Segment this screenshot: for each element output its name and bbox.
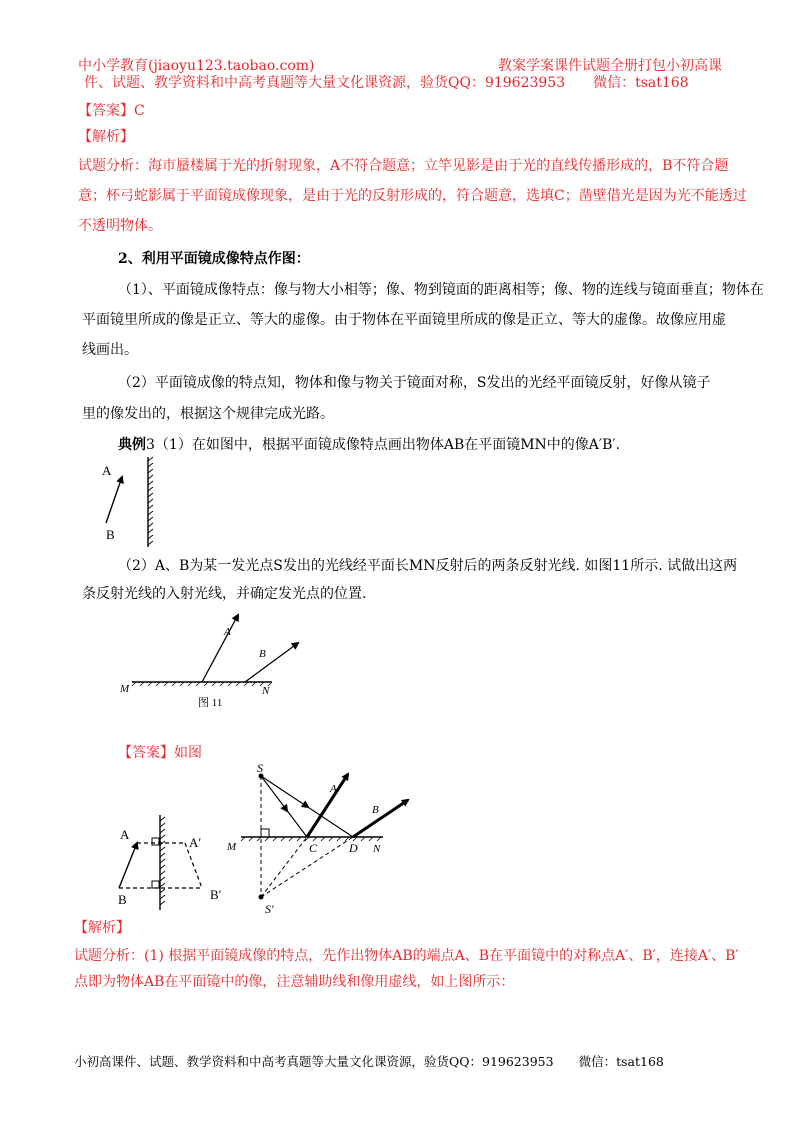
analysis-2-line-2: 点即为物体AB在平面镜中的像，注意辅助线和像用虚线，如上图所示： [74, 974, 515, 990]
figure-answer-mirror-image [110, 815, 235, 915]
ans-right-label-a: A [330, 783, 337, 795]
analysis-2-line-1: 试题分析：(1) 根据平面镜成像的特点，先作出物体AB的端点A、B在平面镜中的对称点A′、B′，连接A′、B′ [74, 948, 739, 964]
figure-object-mirror [100, 455, 170, 555]
answer-2 [118, 743, 202, 763]
header-source: 中小学教育(jiaoyu123.taobao.com) [78, 58, 315, 74]
section-2-p1-line-1: （1）、平面镜成像特点：像与物大小相等；像、物到镜面的距离相等；像、物的连线与镜面垂直；物体在 [118, 282, 764, 298]
fig1-label-b: B [106, 527, 115, 542]
fig1-label-a: A [102, 463, 112, 478]
ans-right-label-c: C [309, 841, 318, 855]
example-label: 典例 [118, 437, 146, 453]
fig11-label-b: B [259, 648, 266, 660]
ans-right-label-m: M [227, 841, 237, 853]
footer-contact: 小初高课件、试题、教学资料和中高考真题等大量文化课资源，验货QQ：919623953 微信：tsat168 [74, 1054, 664, 1069]
analysis-1-line-3: 不透明物体。 [78, 218, 162, 234]
ans-right-label-b: B [372, 804, 379, 816]
answer-2-label: 【答案】 [118, 745, 174, 761]
analysis-1-line-1: 试题分析：海市蜃楼属于光的折射现象，A不符合题意；立竿见影是由于光的直线传播形成的，B不符合题 [78, 158, 729, 174]
fig11-label-m: M [120, 683, 130, 695]
example-question-1-text: （1）在如图中，根据平面镜成像特点画出物体AB在平面镜MN中的像A′B′. [154, 437, 621, 453]
ans-right-label-d: D [349, 841, 358, 855]
ans-left-label-b: B [118, 892, 127, 907]
header-promo: 教案学案课件试题全册打包小初高课 [498, 58, 722, 74]
section-2-p2-line-2: 里的像发出的，根据这个规律完成光路。 [82, 406, 334, 422]
section-2-p2-line-1: （2）平面镜成像的特点知，物体和像与物关于镜面对称，S发出的光经平面镜反射，好像从镜子 [118, 375, 711, 391]
ans-right-label-n: N [373, 843, 381, 855]
example-3-question-2-line-2: 条反射光线的入射光线，并确定发光点的位置. [82, 586, 367, 602]
ans-left-label-a: A [120, 827, 130, 842]
analysis-2-label: 【解析】 [74, 920, 130, 936]
answer-1: 【答案】C [78, 103, 145, 119]
ans-left-label-b-prime: B′ [210, 887, 222, 902]
ans-right-label-s-prime: S′ [265, 902, 274, 916]
answer-2-text: 如图 [174, 745, 202, 761]
fig11-label-n: N [262, 685, 270, 697]
section-2-title: 2、利用平面镜成像特点作图： [118, 251, 310, 267]
figure-answer-light-path [225, 762, 425, 917]
ans-left-label-a-prime: A′ [189, 835, 202, 850]
analysis-1-line-2: 意；杯弓蛇影属于平面镜成像现象，是由于光的反射形成的，符合题意，选填C；凿壁借光是因为光不能透过 [78, 188, 747, 204]
fig11-caption: 图 11 [198, 697, 223, 709]
section-2-p1-line-3: 线画出。 [82, 342, 138, 358]
example-3-question-1 [118, 435, 620, 455]
example-number: 3 [146, 437, 155, 453]
analysis-1-label: 【解析】 [78, 129, 134, 145]
example-3-question-2-line-1: （2）A、B为某一发光点S发出的光线经平面长MN反射后的两条反射光线. 如图11所示. 试做出这两 [118, 558, 738, 574]
ans-right-label-s: S [257, 762, 263, 775]
figure-11 [110, 605, 310, 710]
fig11-label-a: A [224, 626, 231, 638]
section-2-p1-line-2: 平面镜里所成的像是正立、等大的虚像。由于物体在平面镜里所成的像是正立、等大的虚像。故像应用虚 [82, 312, 726, 328]
header-contact: 件、试题、教学资料和中高考真题等大量文化课资源，验货QQ：919623953 微信：tsat168 [84, 75, 689, 91]
